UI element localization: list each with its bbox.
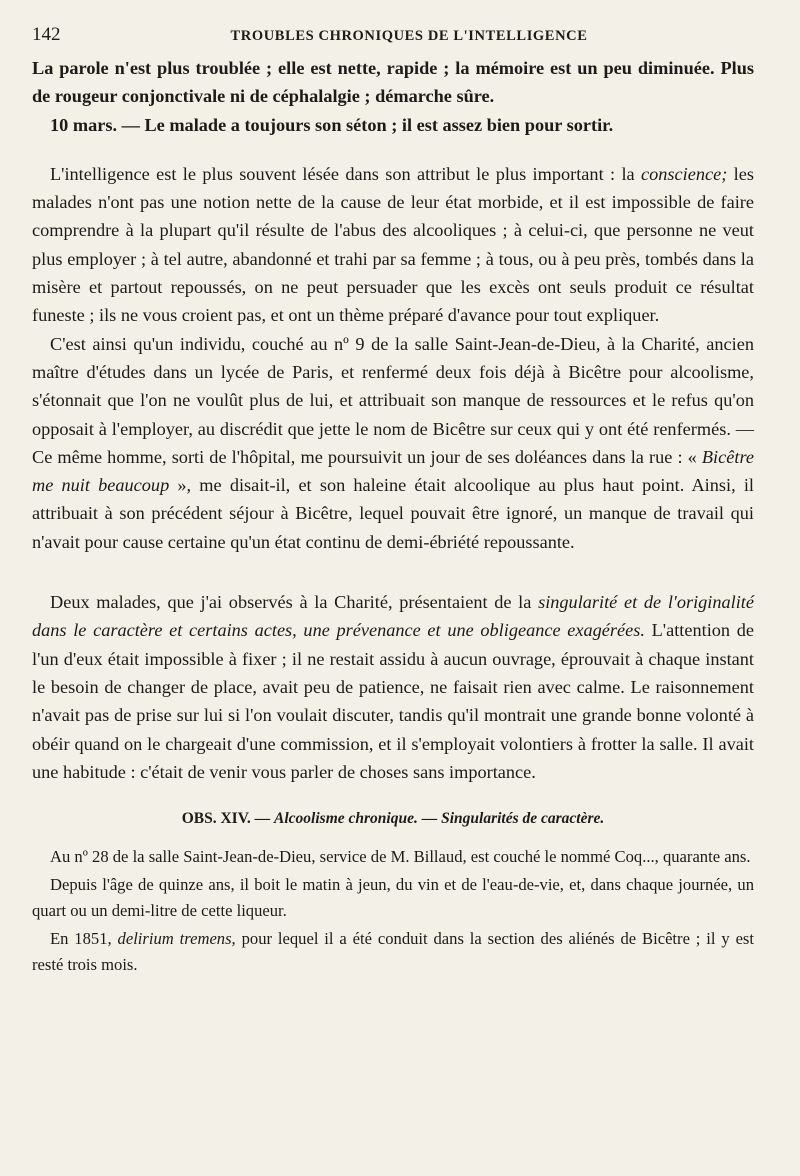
observation-label: OBS. XIV. — — [181, 810, 275, 828]
observation-subject: Alcoolisme chronique. — Singularités de caractère. — [274, 810, 605, 828]
text-run: les malades n'ont pas une notion nette de la cause de leur état morbide, et il est impossible de faire comprendre à la plupart qu'il résulte de l'abus des alcooliques ; à celui-ci, que personne ne veut plus employer ; à tel autre, abandonné et trahi par sa femme ; à tous, ou à peu près, tombés dans la misère et partout repoussés, on ne peut persuader que les excès ont seuls produit ce résultat funeste ; ils ne vous croient pas, et ont un thème préparé d'avance pour tout expliquer. — [32, 163, 754, 326]
page-number: 142 — [32, 24, 61, 45]
text-run: L'attention de l'un d'eux était impossible à fixer ; il ne restait assidu à aucun ouvrage, éprouvait à chaque instant le besoin de changer de place, avait peu de patience, ne faisait rien avec calme. Le raisonnement n'avait pas de prise sur lui si l'on voulait discuter, tandis qu'il montrait une grande bonne volonté à obéir quand on le chargeait d'une commission, et il s'employait volontiers à frotter la salle. Il avait une habitude : c'était de venir vous parler de choses sans importance. — [32, 620, 754, 782]
text-run: Deux malades, que j'ai observés à la Charité, présentaient de la — [50, 592, 539, 613]
case-continuation-paragraph: La parole n'est plus troublée ; elle est nette, rapide ; la mémoire est un peu diminuée. Plus de rougeur conjonctivale ni de céphalalgie ; démarche sûre. — [32, 58, 754, 107]
italic-run: singularité et de l'originalité dans le caractère et certains actes, une prévenance et une obligeance exagérées. — [32, 592, 755, 641]
running-title: TROUBLES CHRONIQUES DE L'INTELLIGENCE — [230, 28, 588, 44]
page-header — [32, 24, 754, 54]
observation-paragraph: Depuis l'âge de quinze ans, il boit le matin à jeun, du vin et de l'eau-de-vie, et, dans chaque journée, un quart ou un demi-litre de cette liqueur. — [32, 875, 754, 921]
text-run: pour lequel il a été conduit dans la section des aliénés de Bicêtre ; il y est resté trois mois. — [32, 929, 754, 975]
observation-paragraph: Au nº 28 de la salle Saint-Jean-de-Dieu, service de M. Billaud, est couché le nommé Coq..., quarante ans. — [50, 847, 751, 867]
observation-body — [32, 844, 754, 978]
italic-run: delirium tremens, — [117, 929, 236, 949]
top-paragraphs — [32, 54, 754, 139]
observation-title — [32, 810, 754, 828]
case-date-paragraph: 10 mars. — Le malade a toujours son séton ; il est assez bien pour sortir. — [50, 114, 614, 135]
text-run: », me disait-il, et son haleine était alcoolique au plus haut point. Ainsi, il attribuait à son précédent séjour à Bicêtre, lequel pouvait être ignoré, un manque de travail qui n'avait pour cause certaine qu'un état continu de demi-ébriété repoussante. — [32, 475, 755, 552]
observation-paragraph — [32, 926, 754, 978]
paragraph-conscience — [32, 160, 754, 330]
paragraph-deux-malades — [32, 588, 754, 786]
italic-run: conscience; — [641, 163, 728, 184]
section-singularite — [32, 588, 754, 786]
section-conscience — [32, 160, 754, 556]
paragraph-bicetre — [32, 330, 754, 556]
italic-run: Bicêtre me nuit beaucoup — [32, 446, 754, 496]
text-run: C'est ainsi qu'un individu, couché au nº 9 de la salle Saint-Jean-de-Dieu, à la Charité, ancien maître d'études dans un lycée de Paris, et renfermé deux fois déjà à Bicêtre pour alcoolisme, s'étonnait que l'on ne voulût plus de lui, et attribuait son manque de ressources et le refus qu'on opposait à l'employer, au discrédit que jette le nom de Bicêtre sur ceux qui y ont été renfermés. — Ce même homme, sorti de l'hôpital, me poursuivit un jour de ses doléances dans la rue : « — [32, 333, 754, 467]
text-run: En 1851, — [50, 929, 118, 949]
text-run: L'intelligence est le plus souvent lésée dans son attribut le plus important : la — [50, 163, 642, 184]
